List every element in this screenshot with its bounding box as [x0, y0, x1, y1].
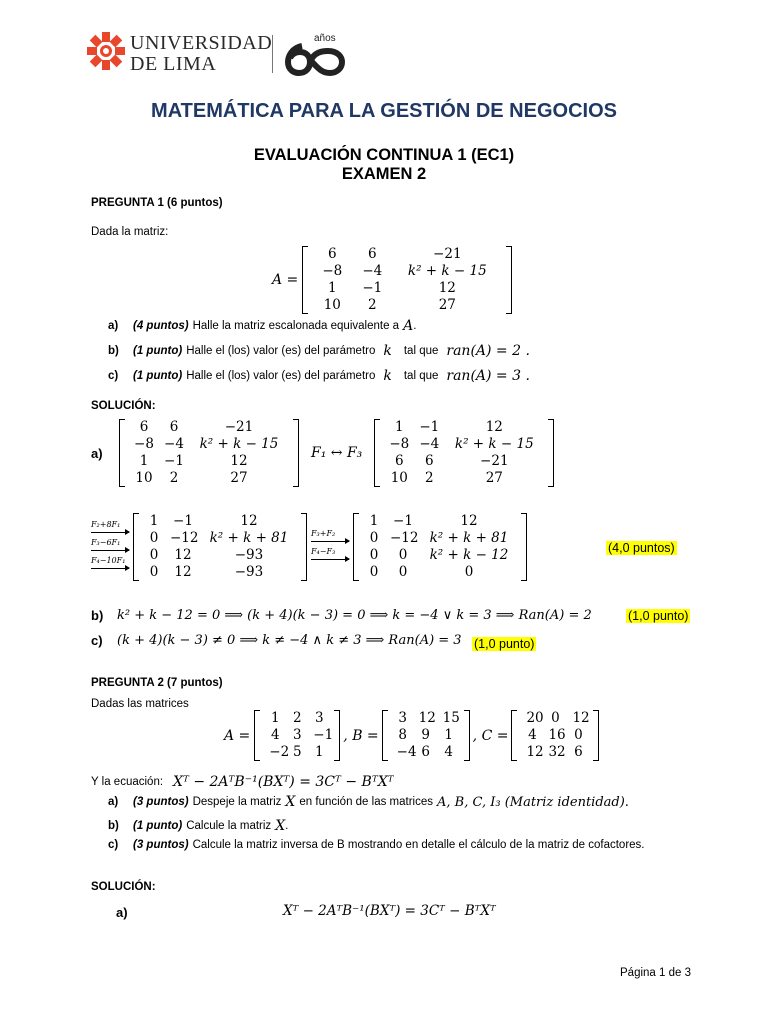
- question-1-item-a: a) (4 puntos) Halle la matriz escalonada equivalente a A .: [108, 318, 417, 334]
- score-b-badge: (1,0 punto): [628, 609, 689, 623]
- exam-number: EXAMEN 2: [341, 165, 427, 183]
- question-1-item-c: c) (1 punto) Halle el (los) valor (es) del parámetro k tal que ran(A) = 3 .: [108, 368, 530, 384]
- question-2-heading: PREGUNTA 2 (7 puntos): [91, 677, 223, 689]
- question-2-item-c: c) (3 puntos) Calcule la matriz inversa de B mostrando en detalle el cálculo de la matriz de cofactores.: [108, 839, 645, 851]
- question-1-intro: Dada la matriz:: [91, 226, 169, 238]
- course-title: MATEMÁTICA PARA LA GESTIÓN DE NEGOCIOS: [151, 100, 617, 122]
- question-2-item-b: b) (1 punto) Calcule la matriz X .: [108, 818, 289, 834]
- anniversary-logo: [284, 30, 354, 81]
- row-operations-right: F₃+F₂ F₄−F₃: [311, 529, 349, 565]
- row-operations-left: F₂+8F₁ F₃−6F₁ F₄−10F₁: [91, 520, 129, 574]
- university-name: UNIVERSIDAD DE LIMA: [130, 32, 273, 75]
- matrices-ABC: A = 1 2 3 4 3 −1 −2 5 1 , B = 3 12 15 8 9 1 −4 6 4 , C = 20 0 12 4 16 0 12 32 6: [224, 710, 599, 761]
- header-divider: [272, 35, 273, 73]
- matrix: 1 −1 12 0 −12 k² + k + 81 0 0 k² + k − 12 0 0 0: [353, 513, 527, 581]
- solution-2a-label: a): [116, 905, 128, 920]
- score-a-badge: (4,0 puntos): [608, 541, 675, 555]
- solution-1-heading: SOLUCIÓN:: [91, 400, 156, 412]
- question-1-item-b: b) (1 punto) Halle el (los) valor (es) del parámetro k tal que ran(A) = 2 .: [108, 343, 530, 359]
- matrix-C: 20 0 12 4 16 0 12 32 6: [511, 710, 599, 761]
- anniversary-text: años: [314, 33, 336, 44]
- question-2-intro: Dadas las matrices: [91, 698, 189, 710]
- matrix-A-q1: A = 6 6 −21 −8 −4 k² + k − 15 1 −1 12 10 2 27: [272, 246, 512, 314]
- question-1-heading: PREGUNTA 1 (6 puntos): [91, 197, 223, 209]
- solution-1c: c) (k + 4)(k − 3) ≠ 0 ⟹ k ≠ −4 ∧ k ≠ 3 ⟹ Ran(A) = 3: [91, 633, 462, 648]
- matrix-A: 1 2 3 4 3 −1 −2 5 1: [254, 710, 340, 761]
- solution-1a-row: a) 6 6 −21 −8 −4 k² + k − 15 1 −1 12 10 2 27 F₁ ↔ F₃ 1 −1 12 −8 −4 k² + k − 15 6 6 −21 10 2 27: [91, 419, 554, 487]
- score-c-badge: (1,0 punto): [474, 637, 535, 651]
- matrix: 1 −1 12 −8 −4 k² + k − 15 6 6 −21 10 2 27: [374, 419, 554, 487]
- matrix-B: 3 12 15 8 9 1 −4 6 4: [382, 710, 470, 761]
- solution-1b: b) k² + k − 12 = 0 ⟹ (k + 4)(k − 3) = 0 ⟹ k = −4 ∨ k = 3 ⟹ Ran(A) = 2: [91, 608, 592, 623]
- matrix: 1 −1 12 0 −12 k² + k + 81 0 12 −93 0 12 −93: [133, 513, 307, 581]
- solution-1a-steps: [91, 513, 527, 581]
- equation-line: Y la ecuación: Xᵀ − 2AᵀB⁻¹(BXᵀ) = 3Cᵀ − BᵀXᵀ: [91, 774, 394, 790]
- row-operation: F₁ ↔ F₃: [311, 445, 363, 461]
- matrix: 6 6 −21 −8 −4 k² + k − 15 1 −1 12 10 2 27: [119, 419, 299, 487]
- university-logo-icon: [86, 31, 126, 76]
- matrix: 6 6 −21 −8 −4 k² + k − 15 1 −1 12 10 2 27: [302, 246, 512, 314]
- solution-2-heading: SOLUCIÓN:: [91, 881, 156, 893]
- solution-2a-equation: Xᵀ − 2AᵀB⁻¹(BXᵀ) = 3Cᵀ − BᵀXᵀ: [283, 903, 496, 919]
- exam-subtitle: EVALUACIÓN CONTINUA 1 (EC1): [253, 146, 515, 164]
- page-number: Página 1 de 3: [620, 967, 691, 979]
- question-2-item-a: a) (3 puntos) Despeje la matriz X en función de las matrices A, B, C, I₃ (Matriz identidad).: [108, 794, 629, 810]
